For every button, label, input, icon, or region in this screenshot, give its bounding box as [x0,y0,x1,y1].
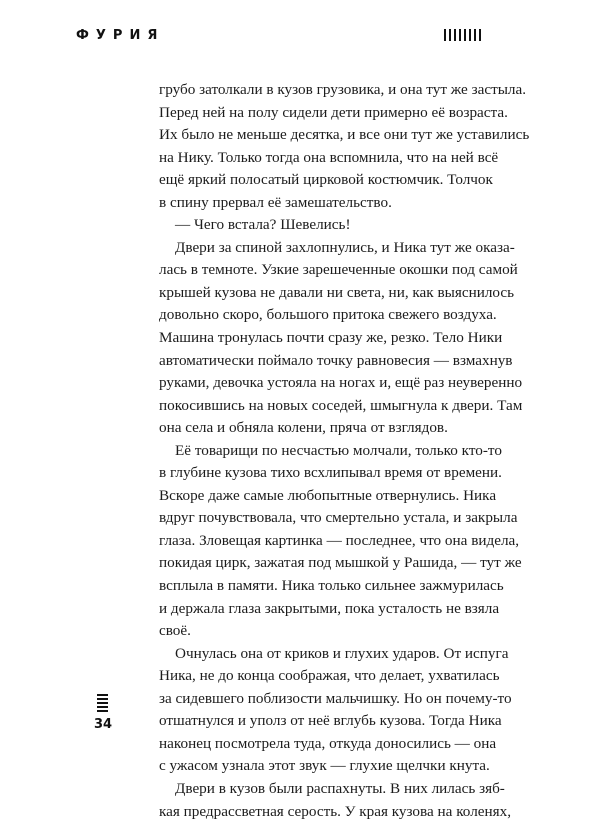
text-line: с ужасом узнала этот звук — глухие щелчки кнута. [159,755,477,778]
text-line: довольно скоро, большого притока свежего воздуха. [159,304,477,327]
text-line: автоматически поймало точку равновесия — взмахнув [159,350,477,373]
text-line: руками, девочка устояла на ногах и, ещё раз неуверенно [159,372,477,395]
side-barcode-icon [97,694,108,712]
text-line: лась в темноте. Узкие зарешеченные окошки под самой [159,259,477,282]
text-line: в глубине кузова тихо всхлипывал время от времени. [159,462,477,485]
text-line: вдруг почувствовала, что смертельно устала, и закрыла [159,507,477,530]
text-line: Ника, не до конца соображая, что делает, ухватилась [159,665,477,688]
text-line: Её товарищи по несчастью молчали, только кто-то [159,440,477,463]
text-line: в спину прервал её замешательство. [159,192,477,215]
text-line: Вскоре даже самые любопытные отвернулись. Ника [159,485,477,508]
text-line: на Нику. Только тогда она вспомнила, что на ней всё [159,147,477,170]
text-line: наконец посмотрела туда, откуда доносились — она [159,733,477,756]
text-line: Машина тронулась почти сразу же, резко. Тело Ники [159,327,477,350]
text-line: Двери в кузов были распахнуты. В них лилась зяб- [159,778,477,801]
header-barcode-icon [444,29,481,41]
text-line: Их было не меньше десятка, и все они тут же уставились [159,124,477,147]
header-title: ФУРИЯ [76,28,164,43]
text-line: покидая цирк, зажатая под мышкой у Рашида, — тут же [159,552,477,575]
text-line: ещё яркий полосатый цирковой костюмчик. Толчок [159,169,477,192]
text-line: своё. [159,620,477,643]
text-line: крышей кузова не давали ни света, ни, как выяснилось [159,282,477,305]
text-line: и держала глаза закрытыми, пока усталость не взяла [159,598,477,621]
body-text [159,79,477,823]
text-line: грубо затолкали в кузов грузовика, и она тут же застыла. [159,79,477,102]
text-line: Перед ней на полу сидели дети примерно её возраста. [159,102,477,125]
text-line: Очнулась она от криков и глухих ударов. От испуга [159,643,477,666]
text-line: за сидевшего поблизости мальчишку. Но он почему-то [159,688,477,711]
text-line: — Чего встала? Шевелись! [159,214,477,237]
text-line: отшатнулся и уполз от неё вглубь кузова. Тогда Ника [159,710,477,733]
text-line: кая предрассветная серость. У края кузова на коленях, [159,801,477,823]
text-line: глаза. Зловещая картинка — последнее, что она видела, [159,530,477,553]
text-line: всплыла в памяти. Ника только сильнее зажмурилась [159,575,477,598]
text-line: она села и обняла колени, пряча от взглядов. [159,417,477,440]
text-line: Двери за спиной захлопнулись, и Ника тут же оказа- [159,237,477,260]
page-number: 34 [94,717,112,732]
text-line: покосившись на новых соседей, шмыгнула к двери. Там [159,395,477,418]
